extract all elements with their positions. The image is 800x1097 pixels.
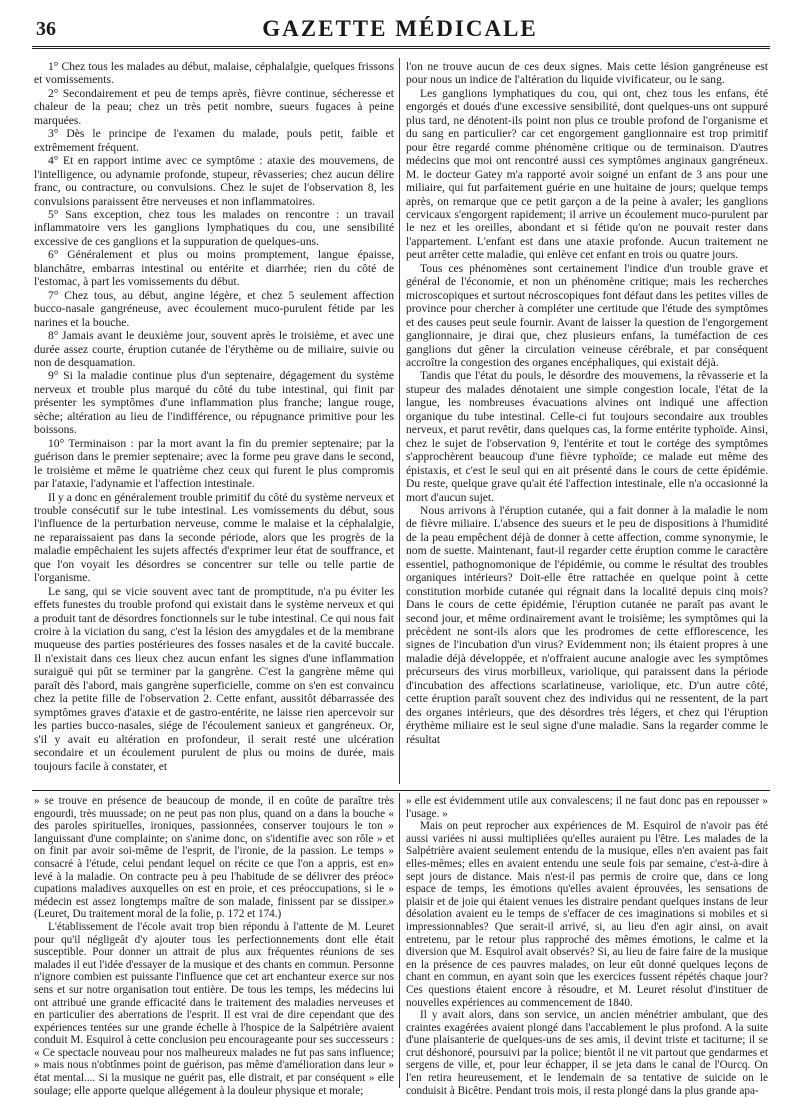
paragraph: 2° Secondairement et peu de temps après, fièvre continue, sécheresse et chaleur de la peau; chez un très petit nombre, sueurs fugaces à peine marquées. <box>34 86 394 127</box>
paragraph: Tandis que l'état du pouls, le désordre des mouvemens, la rêvasserie et la stupeur des malades dénotaient une simple congestion locale, l'état de la langue, les nombreuses évacuations alvines ont indiqué une affection organique du tube intestinal. Celle-ci fut toujours secondaire aux troubles nerveux, et parut revêtir, dans quelques cas, la forme entérite typhoïde. Ainsi, chez le sujet de l'observation 9, l'entérite et tout le cortége des symptômes s'approchèrent beaucoup d'une fièvre typhoïde; ce malade eut même des épistaxis, et c'est le seul qui en ait présenté dans le cours de cette épidémie. Du reste, quelque grave qu'ait été l'affection intestinale, elle n'a occasionné la mort d'aucun sujet. <box>406 369 768 504</box>
journal-title: GAZETTE MÉDICALE <box>262 16 538 41</box>
column-divider-bottom <box>399 793 400 1088</box>
page-header <box>30 14 770 44</box>
paragraph: Nous arrivons à l'éruption cutanée, qui a fait donner à la maladie le nom de fièvre miliaire. L'absence des sueurs et le peu de dispositions à l'humidité de la peau empêchent déjà de donner à cette affection, comme synonymie, le nom de suette. Maintenant, faut-il regarder cette éruption comme le caractère essentiel, pathognomonique de l'épidémie, ou comme le résultat des troubles organiques intérieurs? Doit-elle être rattachée en quelque point à cette constitution morbide cutanée qui régnait dans la localité depuis cinq mois? Dans le cours de cette épidémie, l'éruption cutanée ne paraît pas avant le second jour, et même ordinairement avant le troisième; les symptômes qui la précèdent ne sont-ils alors que les prodromes de cette efflorescence, les signes de l'incubation d'un virus? Evidemment non; ils étaient propres à une maladie déjà développée, et n'offraient aucune analogie avec les symptômes précurseurs des virus morbilleux, variolique, qui paraissent dans la période d'incubation des affections scarlatineuse, variolique, etc. D'un autre côté, cette éruption paraît souvent chez des individus qui ne ressentent, de la part des organes intérieurs, que des désordres très légers, et chez qui l'éruption érythème miliaire est le seul signe d'une maladie. Sans la regarder comme le résultat <box>406 503 768 746</box>
paragraph: 1° Chez tous les malades au début, malaise, céphalalgie, quelques frissons et vomissements. <box>34 60 394 87</box>
paragraph: Il y avait alors, dans son service, un ancien ménétrier ambulant, que des craintes exagérées avaient plongé dans l'accablement le plus profond. A la suite d'une plaisanterie de quelques-uns de ses amis, il devint triste et taciturne; il se crut déshonoré, poursuivi par la police; bientôt il ne vit partout que gendarmes et sergens de ville, et, pour leur échapper, il se jeta dans le canal de l'Ourcq. On l'en retira heureusement, et le lendemain de sa tentative de suicide on le conduisit à Bicêtre. Pendant trois mois, il resta plongé dans la plus grande apa- <box>406 1009 768 1097</box>
paragraph: 9° Si la maladie continue plus d'un septenaire, dégagement du système nerveux et trouble plus marqué du côté du tube intestinal, qui finit par présenter les symptômes d'une inflammation plus franche; langue rouge, sèche; altération au lieu de l'indifférence, ou répugnance primitive pour les boissons. <box>34 369 394 437</box>
paragraph: » se trouve en présence de beaucoup de monde, il en coûte de paraître très engourdi, très muussade; on ne peut pas non plus, quand on a dans la bouche « des paroles spirituelles, ironiques, passionnées, conserver toujours le ton » languissant d'une complainte; on s'anime donc, on s'identifie avec son rôle » et on finit par avoir soi-même de l'esprit, de l'ironie, de la passion. Le temps » consacré à l'étude, celui pendant lequel on récite ce que l'on a appris, est en» levé à la maladie. On contracte peu à peu l'habitude de se délivrer des préoc» cupations maladives auxquelles on est en proie, et ces préoccupations, si le » médecin est assez longtemps maître de son malade, finissent par se dissiper.» (Leuret, Du traitement moral de la folie, p. 172 et 174.) <box>34 795 394 921</box>
paragraph: 4° Et en rapport intime avec ce symptôme : ataxie des mouvemens, de l'intelligence, ou adynamie profonde, stupeur, rêvasseries; chez aucun délire franc, ou contracture, ou convulsions. Chez le sujet de l'observation 8, les convulsions paraissent être nerveuses et non inflammatoires. <box>34 154 394 208</box>
header-rule <box>32 46 770 49</box>
paragraph: » elle est évidemment utile aux convalescens; il ne faut donc pas en repousser » l'usage. » <box>406 795 768 820</box>
column-left-bottom <box>34 795 394 1097</box>
paragraph: 7° Chez tous, au début, angine légère, et chez 5 seulement affection bucco-nasale gangréneuse, avec écoulement muco-purulent fétide par les narines et la bouche. <box>34 288 394 329</box>
paragraph: 6° Généralement et plus ou moins promptement, langue épaisse, blanchâtre, embarras intestinal ou entérite et diarrhée; rien du côté de l'estomac, à part les vomissements du début. <box>34 248 394 289</box>
paragraph: Il y a donc en généralement trouble primitif du côté du système nerveux et trouble consécutif sur le tube intestinal. Les vomissements du début, sous l'influence de la perturbation nerveuse, comme le malaise et la céphalalgie, ne reparaissaient pas dans la seconde période, alors que les progrès de la maladie empêchaient les sujets affectés d'exprimer leur état de souffrance, et que l'on voyait les désordres se concentrer sur telle ou telle partie de l'organisme. <box>34 490 394 585</box>
paragraph: Le sang, qui se vicie souvent avec tant de promptitude, n'a pu éviter les effets funestes du trouble profond qui existait dans le système nerveux et qui a produit tant de désordres fonctionnels sur le tube intestinal. Ce qui nous fait croire à la viciation du sang, c'est la lésion des amygdales et de la membrane muqueuse des parties postérieures des fosses nasales et de la cavité buccale. Il n'existait dans ces lieux chez aucun enfant les signes d'une inflammation suraiguë qui pût se terminer par la gangrène. C'est la gangrène même qui paraît dès l'abord, mais gangrène superficielle, comme on s'en est convaincu chez la petite fille de l'observation 2. Cette enfant, aussitôt débarrassée des symptômes graves d'ataxie et de gastro-entérite, ne laisse rien apercevoir sur les parties bucco-nasales, siége de l'écoulement sanieux et gangréneux. Or, s'il y avait eu altération en profondeur, il serait resté une ulcération secondaire et un écoulement purulent de plus ou moins de durée, mais toujours facile à constater, et <box>34 584 394 773</box>
column-left-top <box>34 60 394 785</box>
paragraph: L'établissement de l'école avait trop bien répondu à l'attente de M. Leuret pour qu'il négligeât d'y ajouter tous les perfectionnements dont elle était susceptible. Pour donner un attrait de plus aux fréquentes réunions de ses malades il eut l'idée d'essayer de la musique et des chants en commun. Personne n'ignore combien est puissante l'influence que cet art enchanteur exerce sur nos sens et sur notre organisation tout entière. De tous les temps, les médecins lui ont attribué une grande efficacité dans le traitement des maladies nerveuses et en particulier des aberrations de l'esprit. Il est vrai de dire cependant que des expériences tentées sur une grande échelle à l'hospice de la Salpétrière avaient conduit M. Esquirol à cette conclusion peu encourageante pour ses successeurs : « Ce spectacle nouveau pour nos malheureux malades ne fut pas sans influence; » mais nous n'obtînmes point de guérison, pas même d'amélioration dans leur » état mental.... Si la musique ne guérit pas, elle distrait, et par conséquent » elle soulage; elle apporte quelque allégement à la douleur physique et morale; <box>34 920 394 1097</box>
paragraph: Mais on peut reprocher aux expériences de M. Esquirol de n'avoir pas été aussi variées ni aussi multipliées qu'elles auraient pu l'être. Les malades de la Salpétrière avaient seulement entendu de la musique, elles n'en avaient pas fait elles-mêmes; elles en avaient entendu une seule fois par semaine, c'est-à-dire à sept jours de distance. Mais n'est-il pas permis de croire que, dans ce long espace de temps, les émotions qu'elles avaient éprouvées, les sensations de plaisir et de joie qui étaient venues les distraire pendant quelques instans de leur désolation avaient eu le temps de s'effacer de ces imaginations si mobiles et si impressionnables? Que serait-il arrivé, si, au lieu d'en agir ainsi, on avait entretenu, par le retour plus rapproché des mêmes émotions, le calme et la diversion que M. Esquirol avait observés? Si, au lieu de faire faire de la musique en la présence de ces pauvres malades, on leur eût donné quelques leçons de chant en commun, en ayant soin que les exercices fussent répétés chaque jour? Ces questions étaient encore à résoudre, et M. Leuret résolut d'instituer de nouvelles expériences au commencement de 1840. <box>406 820 768 1009</box>
paragraph: Tous ces phénomènes sont certainement l'indice d'un trouble grave et général de l'économie, et non un phénomène critique; mais les recherches microscopiques et surtout nécroscopiques font défaut dans les petites villes de province pour chercher à compléter une certitude que l'étude des symptômes et des causes peut seule fournir. Avant de laisser la question de l'engorgement ganglionnaire, je dirai que, chez plusieurs enfans, la tuméfaction de ces ganglions dut gêner la circulation veineuse cérébrale, et par conséquent accroître la congestion des organes encéphaliques, qui existait déjà. <box>406 261 768 369</box>
paragraph: 5° Sans exception, chez tous les malades on rencontre : un travail inflammatoire vers les ganglions lymphatiques du cou, une sensibilité excessive de ces ganglions et la suppuration de quelques-uns. <box>34 207 394 248</box>
column-right-bottom <box>406 795 768 1097</box>
feuilleton-rule <box>32 790 770 791</box>
page-number: 36 <box>36 18 56 40</box>
paragraph: 10° Terminaison : par la mort avant la fin du premier septenaire; par la guérison dans le premier septenaire; avec la forme peu grave dans le second, le troisième et même le quatrième chez ceux qui furent le plus compromis par l'ataxie, l'adynamie et l'affection intestinale. <box>34 436 394 491</box>
paragraph: l'on ne trouve aucun de ces deux signes. Mais cette lésion gangréneuse est pour nous un indice de l'altération du liquide vivificateur, ou le sang. <box>406 60 768 87</box>
column-right-top <box>406 60 768 785</box>
paragraph: 8° Jamais avant le deuxième jour, souvent après le troisième, et avec une durée assez courte, éruption cutanée de l'érythème ou de miliaire, suivie ou non de desquamation. <box>34 329 394 369</box>
paragraph: 3° Dès le principe de l'examen du malade, pouls petit, faible et extrêmement fréquent. <box>34 127 394 154</box>
paragraph: Les ganglions lymphatiques du cou, qui ont, chez tous les enfans, été engorgés et doués d'une excessive sensibilité, dont quelques-uns ont suppuré plus tard, ne dénotent-ils point non plus ce trouble profond de l'organisme et du sang en particulier? car cet engorgement ganglionnaire est trop primitif pour être regardé comme phénomène critique ou de terminaison. D'autres médecins que moi ont rencontré aussi ces symptômes anginaux gangréneux. M. le docteur Gatey m'a rapporté avoir soigné un enfant de 3 ans pour une miliaire, qui fut parfaitement guérie en une huitaine de jours; quelque temps après, on remarque que ce petit garçon a de la peine à avaler; les ganglions cervicaux s'engorgent rapidement; il arrive un écoulement muco-purulent par le nez et les oreilles, abondant et si fétide qu'on ne pouvait rester dans l'appartement. L'enfant est dans une ataxie profonde. Aucun traitement ne peut arrêter cette maladie, qui enlève cet enfant en trois ou quatre jours. <box>406 86 768 262</box>
column-divider <box>399 58 400 784</box>
